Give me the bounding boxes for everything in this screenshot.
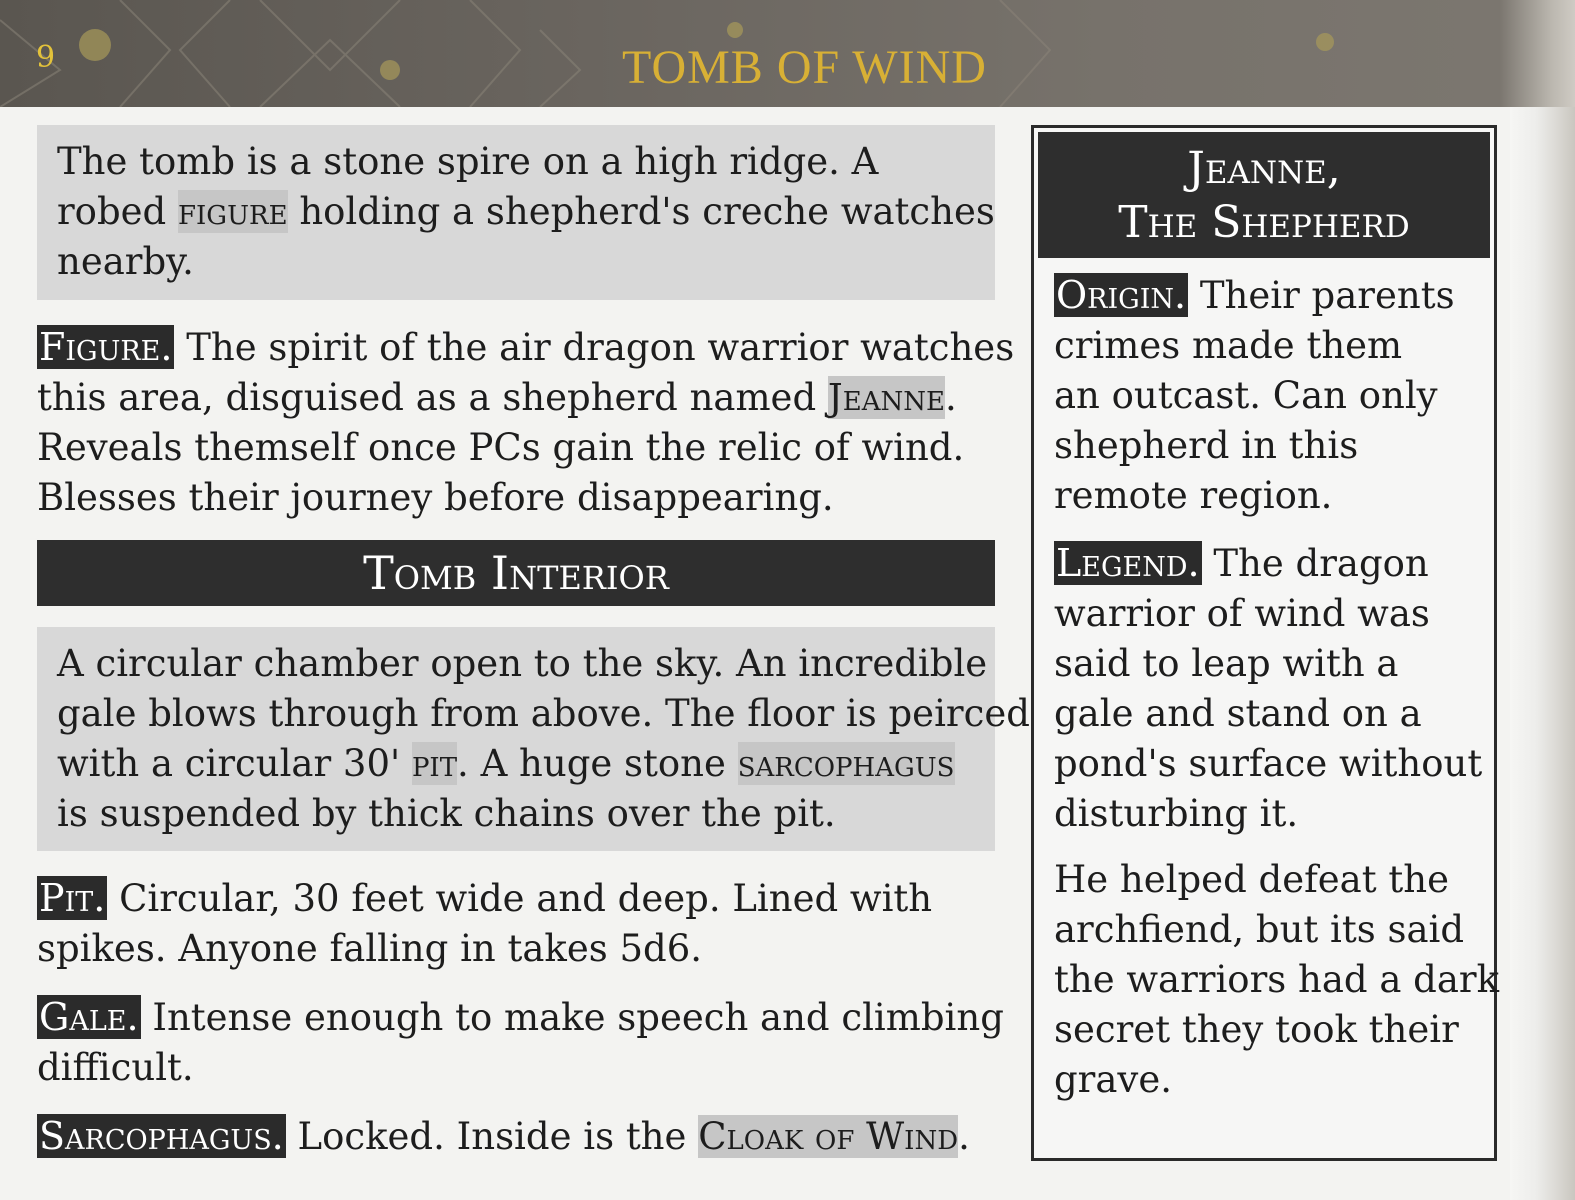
interior-line [57,739,1030,789]
figure-tag: Figure. [39,325,173,369]
interior-text: . A huge stone [457,742,726,785]
sidebar-line: pond's surface without [1054,742,1483,785]
sarcophagus-line [37,1111,970,1162]
sidebar-extra [1054,855,1499,1105]
sidebar-line: shepherd in this [1054,424,1359,467]
interior-line: gale blows through from above. The floor is peirced [57,692,1030,735]
intro-read-aloud-box [37,125,995,300]
intro-line: The tomb is a stone spire on a high ridge. A [57,140,879,183]
figure-line [37,373,1014,423]
sidebar-line [1054,270,1455,321]
intro-line: nearby. [57,240,194,283]
intro-text: robed [57,190,167,233]
pit-entry [37,873,932,974]
sidebar-line: archfiend, but its said [1054,908,1465,951]
page-edge-shadow-top [1500,0,1575,107]
sidebar-title-line: Jeanne, [1187,143,1341,194]
sidebar-line: warrior of wind was [1054,592,1430,635]
section-heading-tomb-interior: Tomb Interior [37,540,995,606]
figure-entry [37,322,1014,523]
sidebar-origin [1054,270,1455,521]
sarcophagus-text: . [958,1115,970,1158]
interior-line: A circular chamber open to the sky. An incredible [57,642,988,685]
page-header [0,0,1575,107]
sidebar-line: secret they took their [1054,1008,1459,1051]
sidebar-title [1038,132,1490,258]
figure-text: . [944,376,957,419]
figure-text: this area, disguised as a shepherd named [37,376,817,419]
sidebar-line: crimes made them [1054,324,1403,367]
sidebar-title-line: The Shepherd [1118,197,1410,248]
page-title: TOMB OF WIND [622,41,987,94]
interior-line: is suspended by thick chains over the pit. [57,792,836,835]
legend-text: The dragon [1213,542,1429,585]
interior-text: with a circular 30' [57,742,401,785]
keyword-cloak-of-wind: Cloak of Wind [698,1115,959,1158]
intro-line [57,187,995,237]
sidebar-line: gale and stand on a [1054,692,1422,735]
interior-read-aloud-box [37,627,1030,851]
sidebar-line: grave. [1054,1058,1172,1101]
legend-tag: Legend. [1056,541,1200,585]
npc-sidebar-jeanne [1031,125,1500,1161]
figure-line: Blesses their journey before disappearing. [37,476,834,519]
pit-tag: Pit. [39,876,106,920]
pit-line: spikes. Anyone falling in takes 5d6. [37,927,703,970]
sidebar-line: disturbing it. [1054,792,1299,835]
sidebar-line: He helped defeat the [1054,858,1449,901]
gale-line [37,992,1004,1043]
sidebar-legend [1054,538,1482,839]
pit-line [37,873,932,924]
figure-text: The spirit of the air dragon warrior watches [186,326,1015,369]
page-edge-shadow [1510,107,1575,1200]
pit-text: Circular, 30 feet wide and deep. Lined with [119,877,933,920]
keyword-pit: pit [411,742,458,785]
sidebar-line: said to leap with a [1054,642,1399,685]
page-number: 9 [36,40,56,75]
gale-tag: Gale. [39,995,139,1039]
origin-tag: Origin. [1056,273,1187,317]
figure-line [37,322,1014,373]
sarcophagus-entry [37,1111,970,1162]
sarcophagus-text: Locked. Inside is the [297,1115,687,1158]
figure-line: Reveals themself once PCs gain the relic of wind. [37,426,965,469]
sidebar-line: remote region. [1054,474,1333,517]
keyword-jeanne: Jeanne [827,376,945,419]
gale-line: difficult. [37,1046,194,1089]
keyword-figure: figure [178,190,288,233]
gale-text: Intense enough to make speech and climbing [152,996,1004,1039]
origin-text: Their parents [1199,274,1455,317]
gale-entry [37,992,1004,1093]
keyword-sarcophagus: sarcophagus [737,742,955,785]
sarcophagus-tag: Sarcophagus. [39,1114,284,1158]
sidebar-line [1054,538,1482,589]
intro-text: holding a shepherd's creche watches [299,190,995,233]
sidebar-line: an outcast. Can only [1054,374,1438,417]
sidebar-line: the warriors had a dark [1054,958,1500,1001]
